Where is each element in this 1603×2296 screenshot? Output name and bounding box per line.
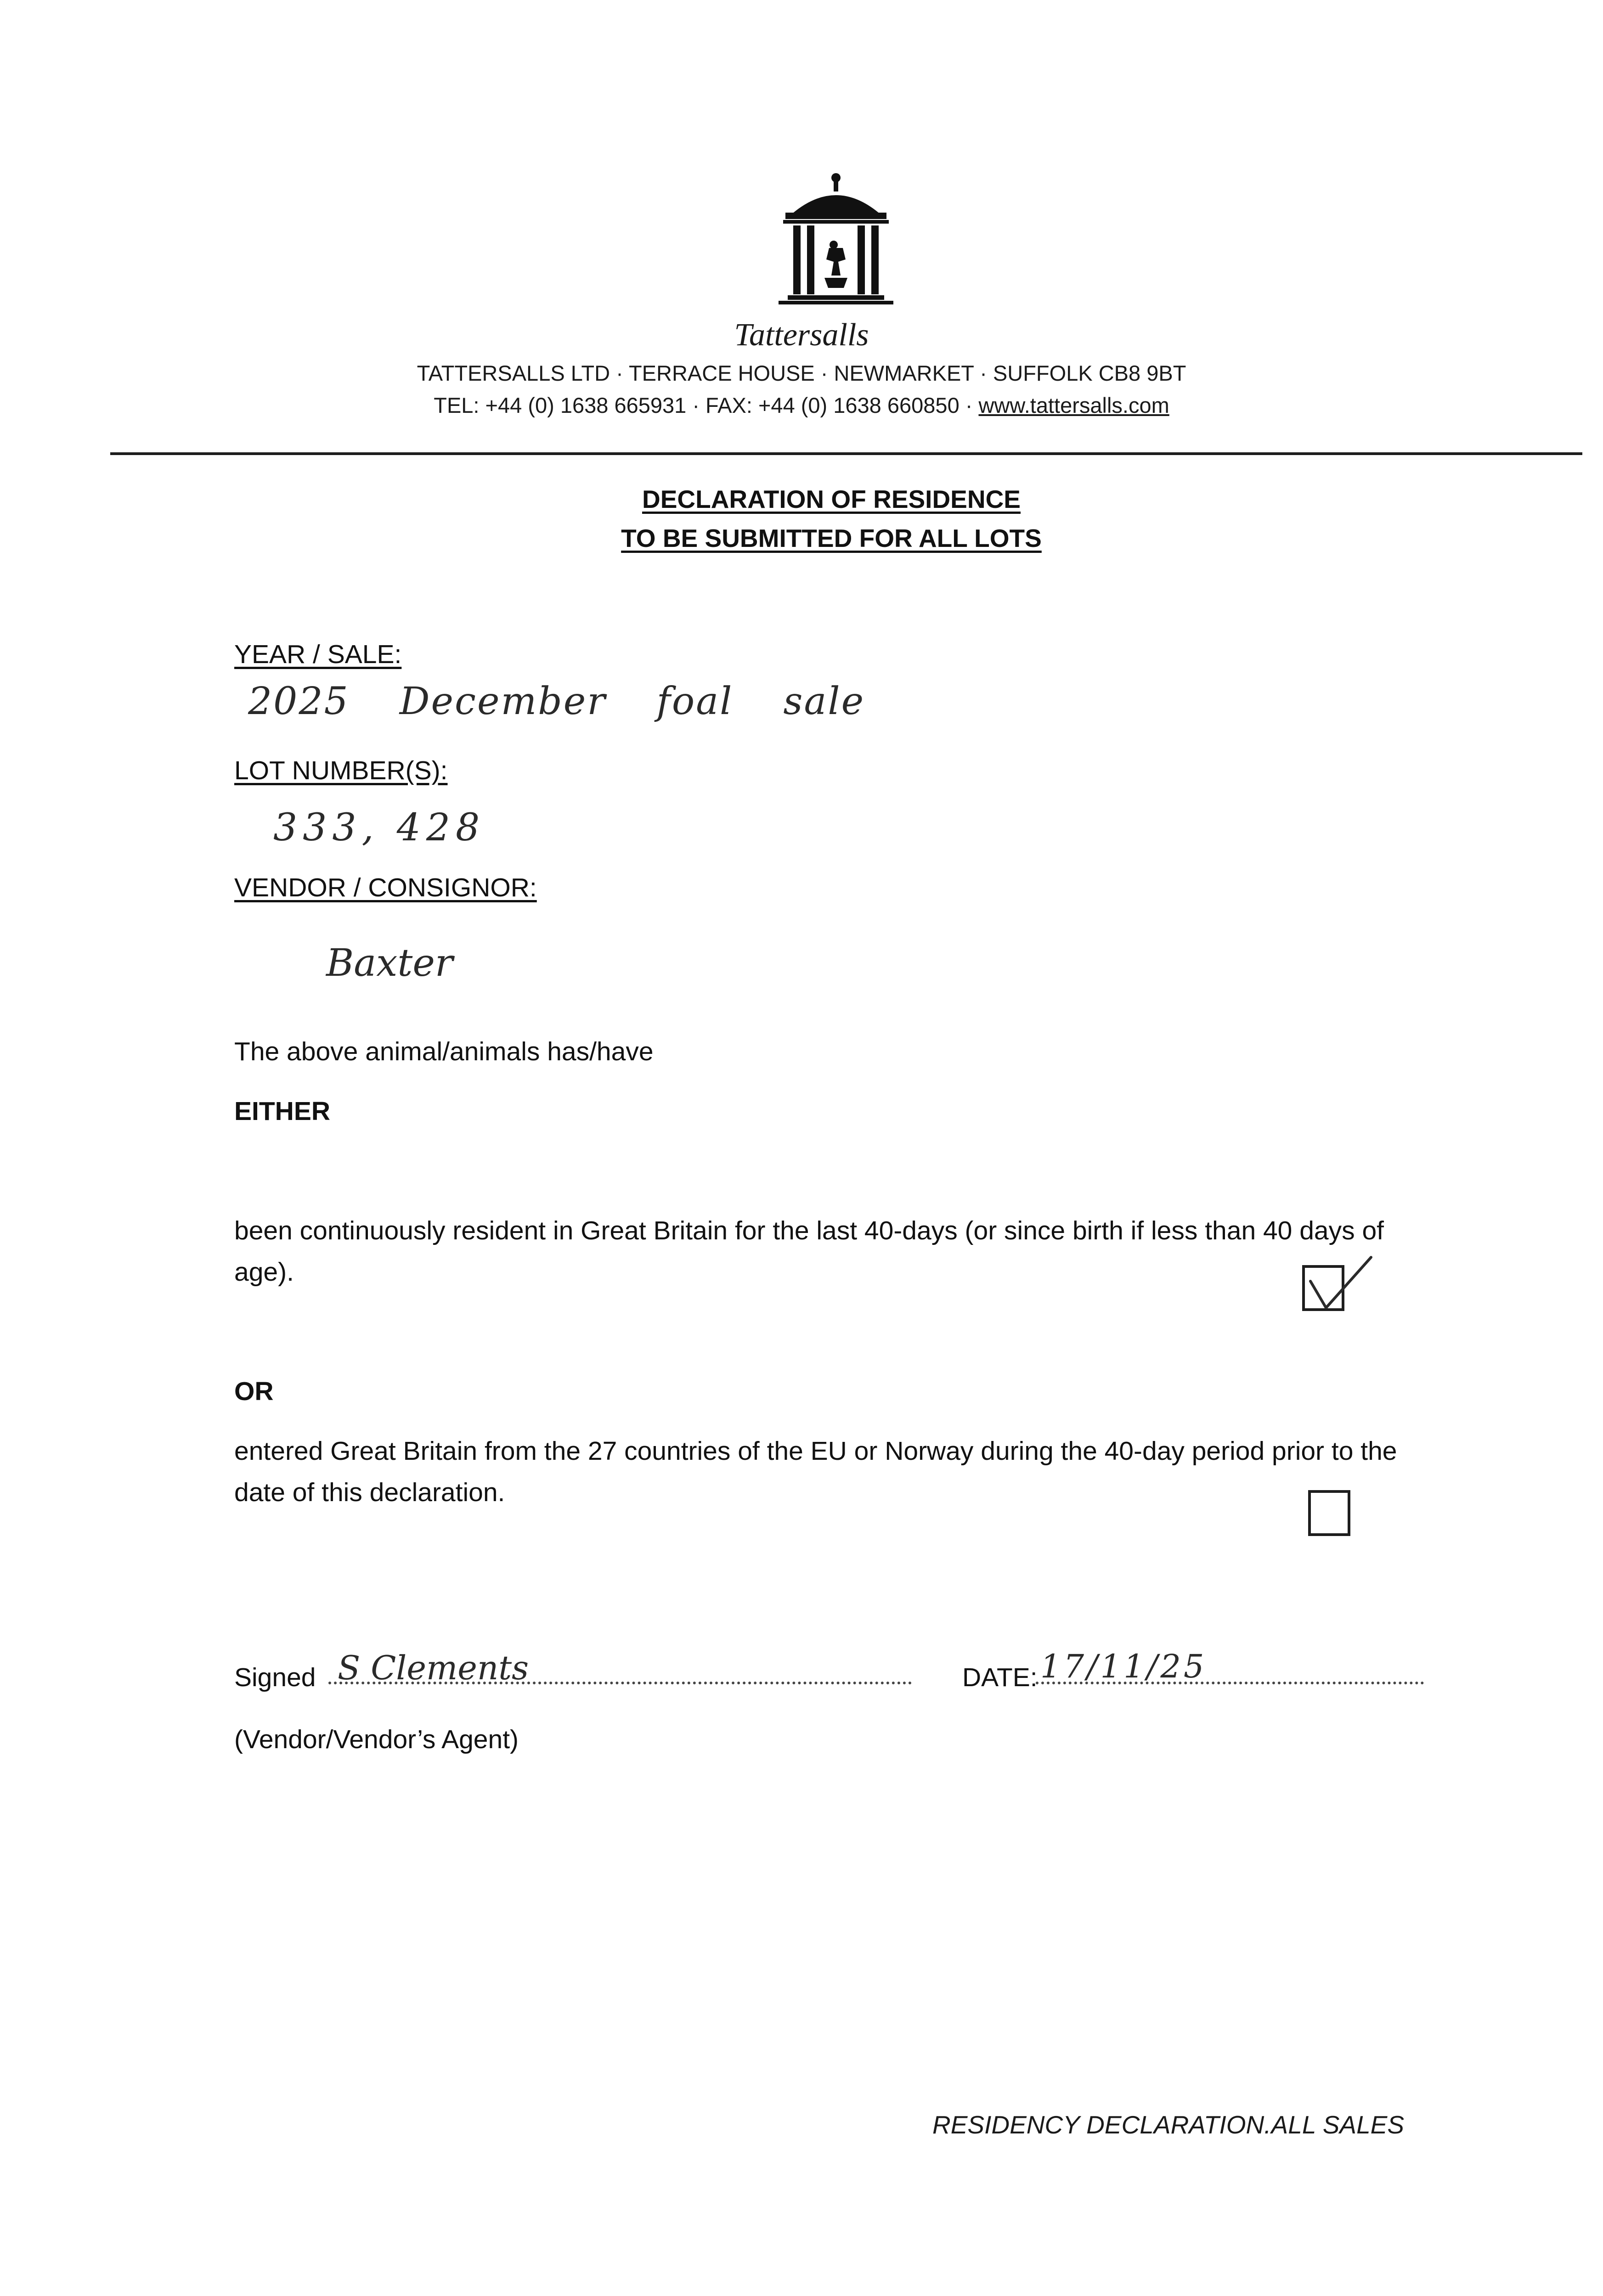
header-divider (110, 452, 1582, 455)
checkmark-icon (1302, 1254, 1376, 1318)
form-code: RESIDENCY DECLARATION.ALL SALES (932, 2110, 1405, 2139)
signed-label: Signed (234, 1663, 316, 1692)
date-label: DATE: (962, 1663, 1038, 1692)
date-value[interactable]: 17/11/25 (1040, 1648, 1207, 1685)
vendor-value[interactable]: Baxter (326, 941, 453, 985)
page-subtitle: TO BE SUBMITTED FOR ALL LOTS (621, 524, 1042, 552)
page-title: DECLARATION OF RESIDENCE (642, 485, 1021, 513)
either-heading: EITHER (234, 1097, 331, 1126)
vendor-label: VENDOR / CONSIGNOR: (234, 873, 537, 902)
company-contact (0, 393, 1603, 418)
signature-value[interactable]: S Clements (338, 1649, 529, 1687)
declaration-intro: The above animal/animals has/have (234, 1037, 654, 1066)
option1-text: been continuously resident in Great Britain for the last 40-days (or since birth if less than 40 days of age). (234, 1216, 1384, 1287)
contact-line: TEL: +44 (0) 1638 665931 · FAX: +44 (0) 1638 660850 · (434, 393, 979, 417)
option2-checkbox[interactable] (1308, 1490, 1350, 1536)
company-name: Tattersalls (734, 317, 869, 353)
year-sale-value[interactable]: 2025 December foal sale (248, 680, 865, 723)
lot-numbers-value[interactable]: 333, 428 (273, 806, 485, 850)
or-heading: OR (234, 1377, 274, 1406)
tattersalls-logo-icon (765, 168, 907, 319)
company-address: TATTERSALLS LTD · TERRACE HOUSE · NEWMARKET · SUFFOLK CB8 9BT (417, 361, 1186, 385)
lot-numbers-label: LOT NUMBER(S): (234, 756, 448, 785)
signatory-role: (Vendor/Vendor’s Agent) (234, 1725, 519, 1754)
year-sale-label: YEAR / SALE: (234, 640, 402, 669)
website-link[interactable]: www.tattersalls.com (978, 393, 1169, 417)
option2-text: entered Great Britain from the 27 countries of the EU or Norway during the 40-day period prior to the date of this declaration. (234, 1436, 1397, 1507)
